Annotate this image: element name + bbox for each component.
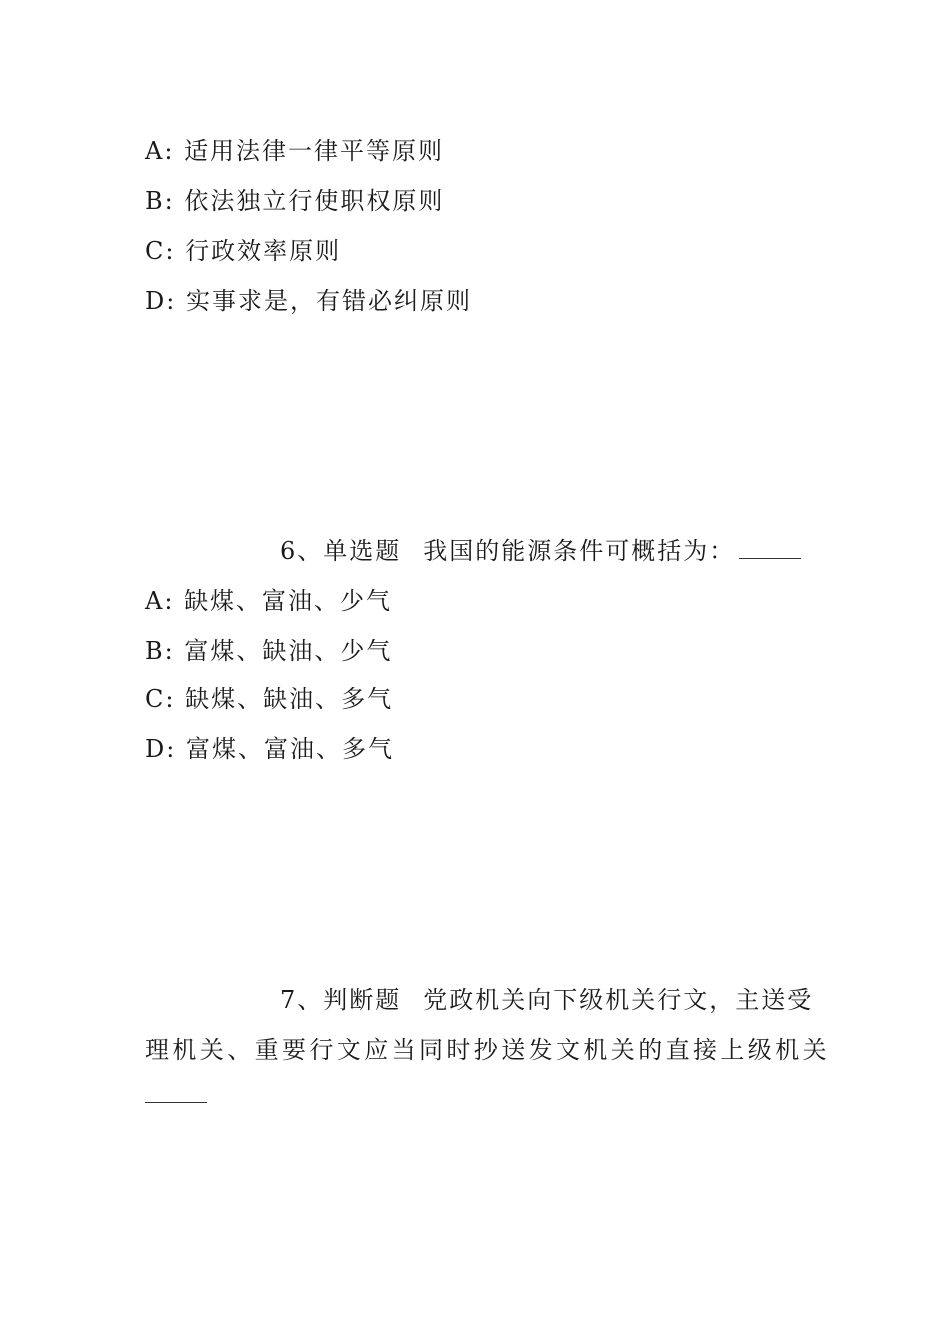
question-number: 6、 xyxy=(280,537,324,565)
option-text: 行政效率原则 xyxy=(185,237,342,265)
option-key: C: xyxy=(145,685,176,713)
q5-option-b xyxy=(145,186,444,216)
q7-question-stem-line1 xyxy=(280,985,813,1015)
option-text: 缺煤、缺油、多气 xyxy=(185,685,394,713)
option-text: 富煤、缺油、少气 xyxy=(184,637,393,665)
question-type: 单选题 xyxy=(323,537,402,565)
q6-option-d xyxy=(145,734,394,764)
q6-question-stem xyxy=(280,536,801,566)
question-number: 7、 xyxy=(280,986,324,1014)
q6-option-c xyxy=(145,684,393,714)
option-key: D: xyxy=(145,735,177,763)
option-text: 依法独立行使职权原则 xyxy=(184,187,445,215)
option-key: B: xyxy=(145,187,175,215)
q5-option-c xyxy=(145,236,341,266)
q6-option-b xyxy=(145,636,392,666)
option-text: 适用法律一律平等原则 xyxy=(184,137,445,165)
question-text: 党政机关向下级机关行文，主送受 xyxy=(423,986,814,1014)
option-text: 富煤、富油、多气 xyxy=(185,735,394,763)
answer-blank xyxy=(739,536,801,559)
q7-question-stem-line2 xyxy=(145,1035,830,1065)
answer-blank xyxy=(145,1080,207,1103)
q5-option-a xyxy=(145,136,444,166)
option-key: A: xyxy=(145,587,175,615)
q7-answer-line xyxy=(145,1080,207,1110)
q6-option-a xyxy=(145,586,392,616)
question-type: 判断题 xyxy=(323,986,402,1014)
option-key: C: xyxy=(145,237,176,265)
option-key: B: xyxy=(145,637,175,665)
question-text: 理机关、重要行文应当同时抄送发文机关的直接上级机关 xyxy=(145,1036,830,1064)
option-key: A: xyxy=(145,137,175,165)
option-text: 实事求是，有错必纠原则 xyxy=(185,287,472,315)
question-text: 我国的能源条件可概括为： xyxy=(423,537,736,565)
q5-option-d xyxy=(145,286,472,316)
option-text: 缺煤、富油、少气 xyxy=(184,587,393,615)
option-key: D: xyxy=(145,287,177,315)
